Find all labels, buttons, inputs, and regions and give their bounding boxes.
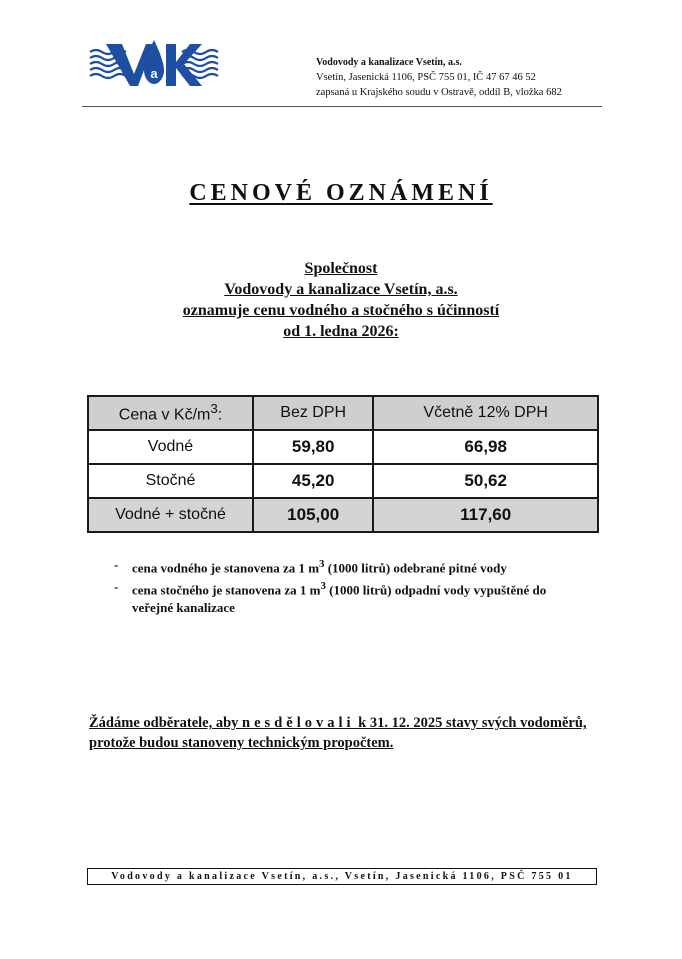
footer-address: Vodovody a kanalizace Vsetín, a.s., Vsetín, Jasenická 1106, PSČ 755 01 <box>87 868 597 885</box>
price-s-dph: 117,60 <box>373 498 598 532</box>
intro-line-1: Společnost <box>304 260 378 277</box>
price-s-dph: 50,62 <box>373 464 598 498</box>
intro-line-3: oznamuje cenu vodného a stočného s účinností <box>182 302 500 319</box>
header-cell-s-dph: Včetně 12% DPH <box>373 396 598 430</box>
meter-reading-request: Žádáme odběratele, aby nesdělovali k 31. 12. 2025 stavy svých vodoměrů, protože budou stanoveny technickým propočtem. <box>89 715 587 751</box>
price-bez-dph: 45,20 <box>253 464 373 498</box>
price-s-dph: 66,98 <box>373 430 598 464</box>
intro-block <box>0 258 682 342</box>
table-row <box>88 430 598 464</box>
company-address: Vsetín, Jasenická 1106, PSČ 755 01, IČ 47 67 46 52 <box>316 72 536 83</box>
note-item: - cena stočného je stanovena za 1 $m^3$ (1000 litrů) odpadní vody vypuštěné do veřejné kanalizace <box>114 579 547 615</box>
price-table-header <box>88 396 598 430</box>
bullet-dash: - <box>114 579 119 595</box>
row-label: Stočné <box>88 464 253 498</box>
svg-text:a: a <box>150 66 158 81</box>
intro-line-4: od 1. ledna 2026: <box>283 323 399 340</box>
table-row-total <box>88 498 598 532</box>
bullet-dash: - <box>114 557 119 572</box>
table-row <box>88 464 598 498</box>
note-item: - cena vodného je stanovena za 1 $m^3$ (1000 litrů) odebrané pitné vody <box>114 557 507 576</box>
header-cell-unit: Cena v $Kč/m^3$: <box>88 396 253 430</box>
row-label: Vodné + stočné <box>88 498 253 532</box>
company-info <box>316 55 562 100</box>
company-name: Vodovody a kanalizace Vsetín, a.s. <box>316 57 462 68</box>
page-title: CENOVÉ OZNÁMENÍ <box>189 180 493 206</box>
header-divider <box>82 106 602 107</box>
row-label: Vodné <box>88 430 253 464</box>
company-registry: zapsaná u Krajského soudu v Ostravě, oddíl B, vložka 682 <box>316 87 562 98</box>
price-notes <box>114 556 584 618</box>
price-bez-dph: 59,80 <box>253 430 373 464</box>
price-bez-dph: 105,00 <box>253 498 373 532</box>
company-logo <box>88 38 220 94</box>
price-table <box>87 395 599 533</box>
header-cell-bez-dph: Bez DPH <box>253 396 373 430</box>
intro-line-2: Vodovody a kanalizace Vsetín, a.s. <box>224 281 458 298</box>
